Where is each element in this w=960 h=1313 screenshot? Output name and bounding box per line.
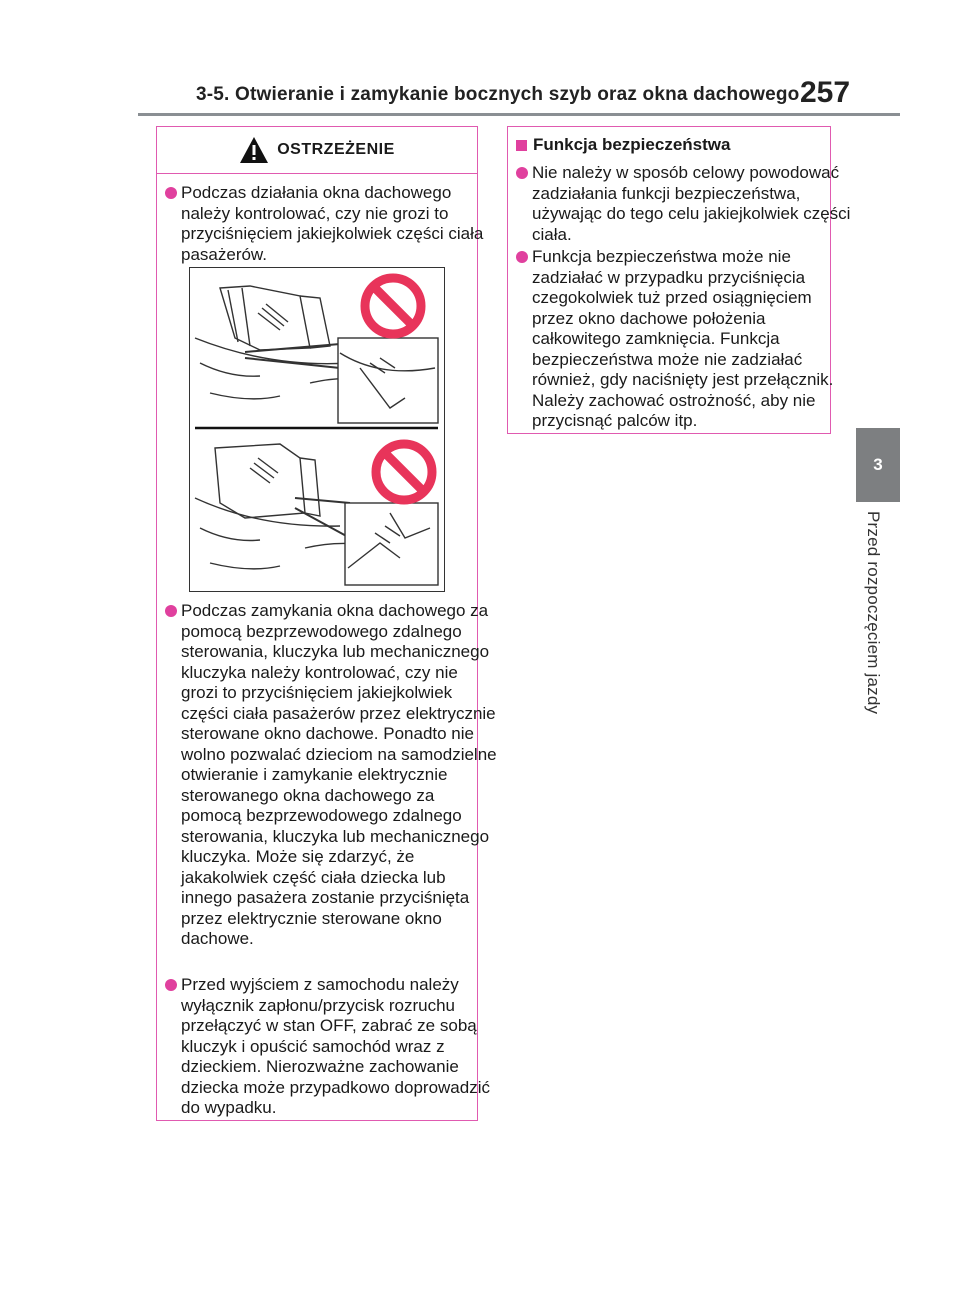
warning-paragraph bbox=[157, 183, 499, 265]
sunroof-illustration bbox=[189, 267, 445, 592]
chapter-tab bbox=[856, 428, 900, 502]
safety-function-box bbox=[507, 126, 851, 434]
bullet-icon bbox=[165, 979, 177, 991]
page-number: 257 bbox=[800, 76, 851, 109]
info-paragraph-text: Nie należy w sposób celowy powodować zadziałania funkcji bezpieczeństwa, używając do tego celu jakiejkolwiek części ciała. bbox=[532, 163, 851, 244]
bullet-icon bbox=[165, 187, 177, 199]
warning-paragraph-text: Przed wyjściem z samochodu należy wyłącznik zapłonu/przycisk rozruchu przełączyć w stan OFF, zabrać ze sobą kluczyk i opuścić samochód wraz z dzieckiem. Nierozważne zachowanie dziecka może przypadkowo doprowadzić do wypadku. bbox=[181, 975, 490, 1117]
bullet-icon bbox=[516, 251, 528, 263]
info-paragraph bbox=[508, 247, 852, 432]
bullet-icon bbox=[165, 605, 177, 617]
warning-box bbox=[156, 126, 497, 1121]
safety-function-heading bbox=[516, 135, 730, 155]
info-paragraph bbox=[508, 163, 852, 245]
chapter-number: 3 bbox=[873, 455, 883, 474]
warning-paragraph bbox=[157, 975, 499, 1119]
warning-paragraph-text: Podczas działania okna dachowego należy kontrolować, czy nie grozi to przyciśnięciem jakiejkolwiek części ciała pasażerów. bbox=[181, 183, 484, 264]
info-paragraph-text: Funkcja bezpieczeństwa może nie zadziałać w przypadku przyciśnięcia czegokolwiek tuż przed osiągnięciem przez okno dachowe położenia całkowitego zamknięcia. Funkcja bezpieczeństwa może nie zadziałać również, gdy naciśnięty jest przełącznik. Należy zachować ostrożność, aby nie przycisnąć palców itp. bbox=[532, 247, 834, 430]
safety-function-title: Funkcja bezpieczeństwa bbox=[533, 135, 731, 154]
warning-title: OSTRZEŻENIE bbox=[277, 141, 395, 158]
warning-paragraph bbox=[157, 601, 499, 950]
bullet-icon bbox=[516, 167, 528, 179]
section-title: 3-5. Otwieranie i zamykanie bocznych szyb oraz okna dachowego bbox=[196, 84, 800, 105]
warning-paragraph-text: Podczas zamykania okna dachowego za pomocą bezprzewodowego zdalnego sterowania, kluczyka lub mechanicznego kluczyka należy kontrolować, czy nie grozi to przyciśnięciem jakiejkolwiek części ciała pasażerów przez elektrycznie sterowane okno dachowe. Ponadto nie wolno pozwalać dzieciom na samodzielne otwieranie i zamykanie elektrycznie sterowanego okna dachowego za pomocą bezprzewodowego zdalnego sterowania, kluczyka lub mechanicznego kluczyka. Może się zdarzyć, że jakakolwiek część ciała dziecka lub innego pasażera zostanie przyciśnięta przez elektrycznie sterowane okno dachowe. bbox=[181, 601, 497, 948]
warning-header bbox=[157, 127, 477, 174]
warning-triangle-icon bbox=[239, 136, 269, 164]
chapter-label: Przed rozpoczęciem jazdy bbox=[864, 511, 883, 715]
sunroof-pinch-drawing bbox=[190, 268, 443, 590]
header-divider bbox=[138, 113, 900, 116]
square-bullet-icon bbox=[516, 140, 527, 151]
